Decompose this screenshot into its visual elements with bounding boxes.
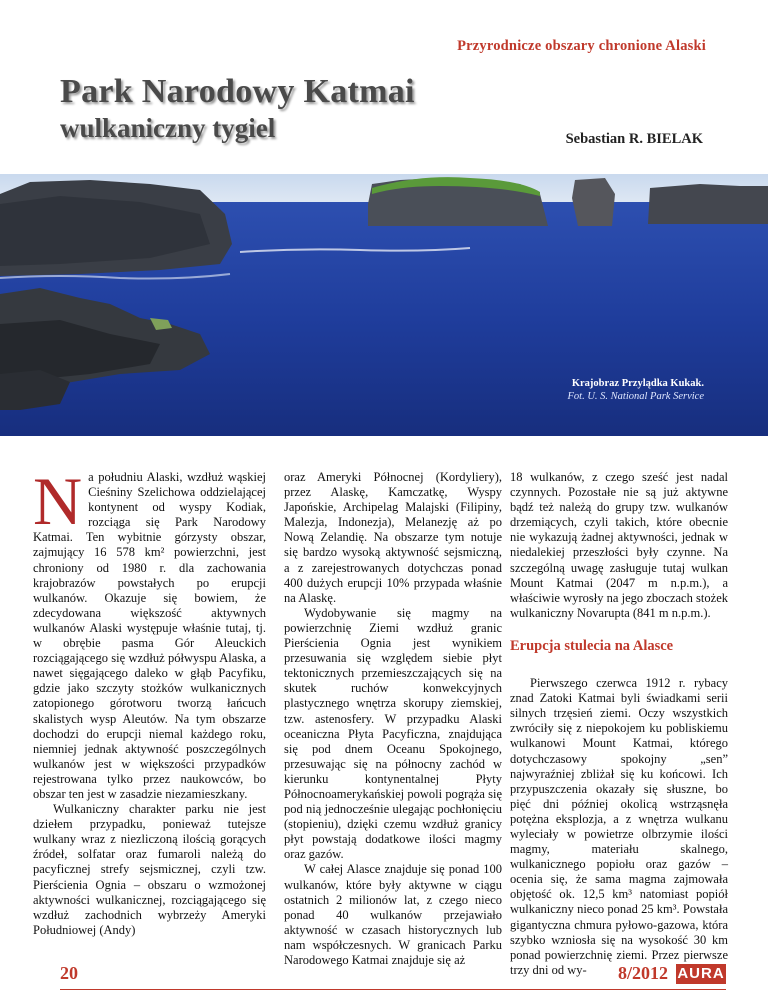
paragraph-text: a południu Alaski, wzdłuż wąskiej Cieśniny Szelichowa oddzielającej kontynent od wyspy Kodiak, rozciąga się Park Narodowy Katmai. Ten wybitnie górzysty obszar, zajmujący 16 578 km² powierzchni, jest chroniony od 1980 r. dla zachowania krajobrazów powstałych po erupcji wulkanów. Okazuje się bowiem, że zdecydowana większość aktywnych wulkanów Alaski występuje właśnie tutaj, tj. w obrębie pasma Gór Aleuckich rozciągającego się wzdłuż półwyspu Alaska, a nawet sięgającego daleko w głąb Pacyfiku, gdzie jako szczyty stożków wulkanicznych zatopionego górotworu tworzą łańcuch skalistych wysp Aleutów. Na tym obszarze dochodzi do erupcji niemal każdego roku, niemniej jednak aktywność poszczególnych wulkanów jest w większości przypadków rejestrowana tylko przez naukowców, bo obszar ten jest w zasadzie niezamieszkany. [33, 470, 266, 801]
drop-cap: N [33, 463, 83, 539]
paragraph: Wulkaniczny charakter parku nie jest dziełem przypadku, ponieważ tutejsze wulkany wraz z niezliczoną ilością gorących źródeł, solfatar oraz fumaroli należą do pacyficznej strefy sejsmicznej, czyli tzw. Pierścienia Ognia – obszaru o wzmożonej aktywności wulkanicznej, rozciągającego się wzdłuż zachodnich wybrzeży Ameryki Południowej (Andy) [33, 802, 266, 937]
paragraph: Wydobywanie się magmy na powierzchnię Ziemi wzdłuż granic Pierścienia Ognia jest wynikiem przesuwania się względem siebie płyt tektonicznych przemieszczających się na skutek ruchów konwekcyjnych plastycznego wnętrza skorupy ziemskiej, tzw. astenosfery. W przypadku Alaski oceaniczna Płyta Pacyficzna, znajdująca się pod dnem Oceanu Spokojnego, przesuwając się na północny zachód w kierunku kontynentalnej Płyty Północnoamerykańskiej powoli pogrąża się pod nią jednocześnie ulegając pochłonięciu (stopieniu), dzięki czemu wzdłuż granicy płyt powstają dodatkowe ilości magmy oraz gazów. [284, 605, 502, 862]
paragraph: 18 wulkanów, z czego sześć jest nadal czynnych. Pozostałe nie są już aktywne bądź też należą do grupy tzw. wulkanów drzemiących, czyli takich, które obecnie nie wykazują żadnej aktywności, jednak w niedalekiej przeszłości były czynne. Na szczególną uwagę zasługuje tutaj wulkan Mount Katmai (2047 m n.p.m.), a właściwie wyrosły na jego zboczach stożek wulkaniczny Novarupta (841 m n.p.m.). [510, 470, 728, 620]
paragraph: Pierwszego czerwca 1912 r. rybacy znad Zatoki Katmai byli świadkami serii silnych trzęsień ziemi. Oczy wszystkich zwróciły się z niepokojem ku pobliskiemu wulkanowi Mount Katmai, którego dotychczasowy spokojny „sen” najwyraźniej zbliżał się ku końcowi. Ich przypuszczenia okazały się słuszne, bo pięć dni później okolicą wstrząsnęła potężna eksplozja, a z wnętrza wulkanu wyleciały w powietrze olbrzymie ilości magmy, materiału skalnego, wulkanicznego popiołu oraz gazów – ocenia się, że sama magma zajmowała objętość ok. 12,5 km³ natomiast popiół wulkaniczny nieco ponad 25 km³. Powstała gigantyczna chmura pyłowo-gazowa, która szybko wzniosła się na wysokość 30 km ponad powierzchnię ziemi. Przez pierwsze trzy dni od wy- [510, 676, 728, 977]
footer-divider [60, 989, 726, 990]
text-column-2 [284, 470, 502, 968]
text-column-1 [33, 463, 266, 938]
section-heading: Erupcja stulecia na Alasce [510, 637, 674, 654]
caption-text: Krajobraz Przylądka Kukak. [571, 378, 704, 389]
article-subtitle: wulkaniczny tygiel [60, 113, 276, 143]
paragraph [33, 463, 266, 802]
issue-number: 8/2012 [617, 963, 668, 983]
article-title: Park Narodowy Katmai [60, 73, 415, 110]
text-column-3 [510, 470, 728, 978]
magazine-logo: AURA [677, 965, 725, 982]
paragraph: oraz Ameryki Północnej (Kordyliery), przez Alaskę, Kamczatkę, Wyspy Japońskie, Archipelag Malajski (Filipiny, Malezja, Indonezja), Melanezję aż po Nową Zelandię. Na obszarze tym notuje się bardzo wysoką aktywność sejsmiczną, a z zarejestrowanych dotychczas ponad 400 dużych erupcji 10% przypada właśnie na Alaskę. [284, 470, 502, 605]
photo-caption [568, 377, 704, 403]
paragraph: W całej Alasce znajduje się ponad 100 wulkanów, które były aktywne w ciągu ostatnich 2 milionów lat, z czego nieco ponad 40 wulkanów przejawiało aktywność w czasach historycznych lub nam współczesnych. W granicach Parku Narodowego Katmai znajduje się aż [284, 862, 502, 967]
author-name: Sebastian R. BIELAK [565, 131, 703, 147]
photo-credit: Fot. U. S. National Park Service [567, 391, 704, 402]
page-number: 20 [60, 963, 78, 983]
section-rubric: Przyrodnicze obszary chronione Alaski [457, 38, 706, 54]
